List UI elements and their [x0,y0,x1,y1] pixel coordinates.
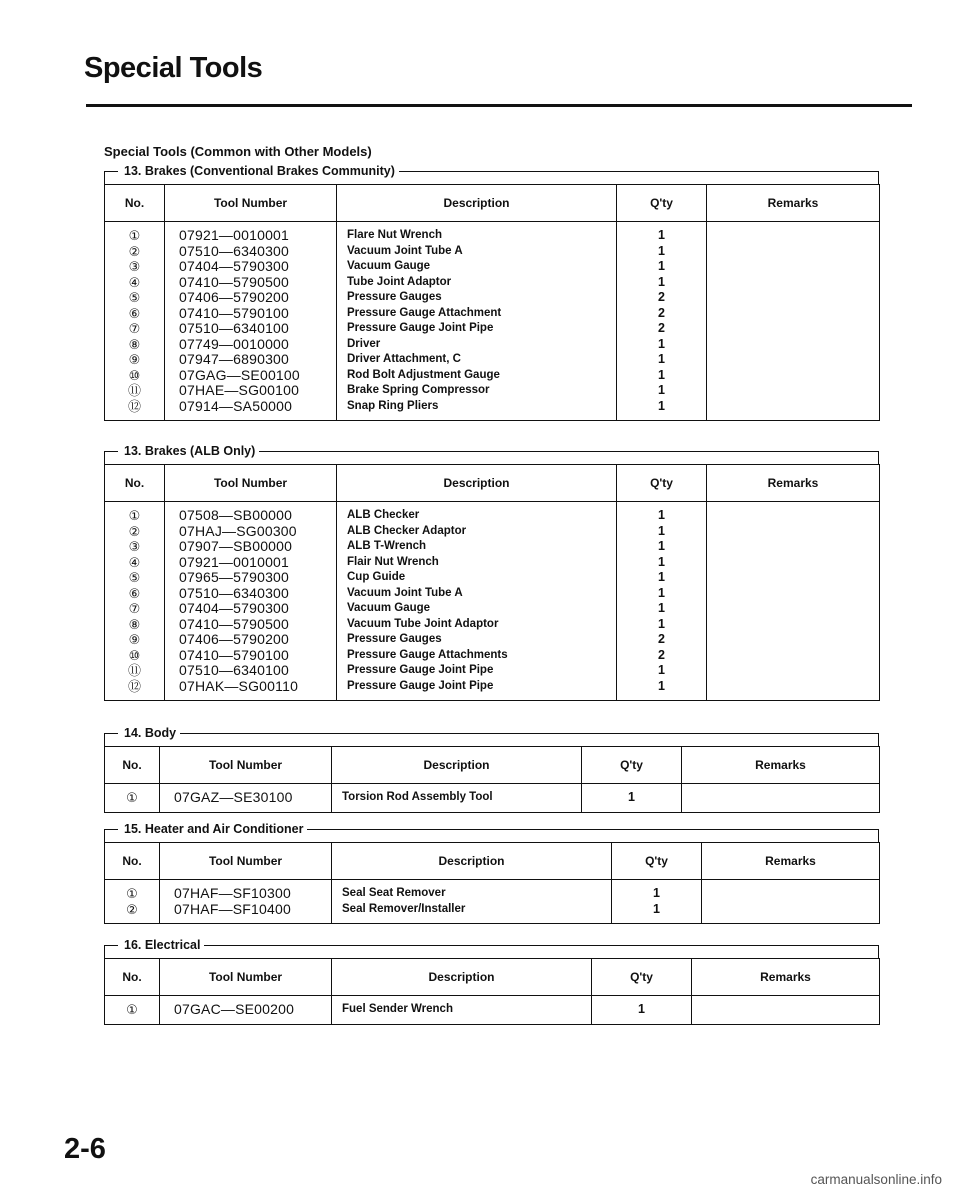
cell-item: Vacuum Joint Tube A [347,244,463,257]
tools-table [104,842,880,924]
cell-item: ② [128,243,141,259]
cell-item: 1 [658,243,665,258]
cell-item: ⑩ [128,647,141,663]
cell-item: ⑪ [127,663,141,678]
tools-table [104,746,880,813]
cell-item: Pressure Gauge Attachments [347,648,508,661]
cell-item: 07965—5790300 [179,570,290,585]
no-column [105,502,165,701]
cell-item: Fuel Sender Wrench [342,1003,453,1015]
cell-item: 07GAG—SE00100 [179,367,300,383]
cell-item: Snap Ring Pliers [347,399,439,412]
cell-item: 07510—6340300 [179,585,290,601]
col-header-no: No. [105,465,165,502]
cell-item: ④ [128,554,141,570]
col-header-no: No. [105,747,160,784]
cell-item: 07907—SB00000 [179,539,293,554]
tool-number-column [160,880,332,924]
col-header-remarks: Remarks [692,959,880,996]
col-header-remarks: Remarks [702,843,880,880]
section-title: 13. Brakes (ALB Only) [118,442,259,460]
col-header-qty: Q'ty [617,185,707,222]
page-title: Special Tools [84,52,263,84]
remarks-column [707,502,880,701]
cell-item: ⑩ [128,367,141,383]
cell-item: ③ [128,539,141,554]
cell-item: 07510—6340100 [179,663,290,678]
cell-item: 07921—0010001 [179,554,290,570]
tool-number-column [165,222,337,421]
cell-item: 1 [658,539,665,553]
cell-item: ALB T-Wrench [347,540,427,552]
cell-item: 07HAF—SF10300 [174,886,291,901]
cell-item: Rod Bolt Adjustment Gauge [347,368,500,381]
no-column [105,880,160,924]
watermark-text: carmanualsonline.info [810,1172,942,1187]
cell-item: 07406—5790200 [179,290,290,305]
cell-item: 07HAE—SG00100 [179,383,300,398]
cell-item: Brake Spring Compressor [347,384,490,396]
cell-item: Pressure Gauges [347,291,442,303]
section-label [104,162,879,180]
cell-item: 07749—0010000 [179,336,290,352]
cell-item: Torsion Rod Assembly Tool [342,791,493,803]
cell-item: 07510—6340100 [179,321,290,336]
cell-item: ② [128,523,141,539]
title-rule [86,104,912,107]
cell-item: 1 [658,259,665,273]
col-header-remarks: Remarks [682,747,880,784]
qty-column [592,996,692,1025]
tool-number-column [160,784,332,813]
cell-item: ⑥ [128,305,141,321]
col-header-description: Description [337,185,617,222]
qty-column [617,222,707,421]
section-label [104,442,879,460]
cell-item: 07508—SB00000 [179,508,293,523]
cell-item: ③ [128,259,141,274]
cell-item: 07510—6340300 [179,243,290,259]
cell-item: 07406—5790200 [179,632,290,647]
section-label [104,936,879,954]
cell-item: ① [128,508,141,523]
cell-item: 07410—5790500 [179,274,290,290]
cell-item: 1 [638,1002,645,1016]
cell-item: Vacuum Gauge [347,260,431,272]
cell-item: 07HAF—SF10400 [174,901,291,917]
cell-item: 1 [658,228,665,242]
cell-item: 1 [658,523,665,538]
cell-item: 07404—5790300 [179,601,290,616]
section-title: 13. Brakes (Conventional Brakes Community) [118,162,399,180]
cell-item: 07GAZ—SE30100 [174,790,293,805]
cell-item: Tube Joint Adaptor [347,275,452,288]
col-header-no: No. [105,185,165,222]
cell-item: 2 [658,305,665,320]
qty-column [617,502,707,701]
cell-item: Flare Nut Wrench [347,229,442,241]
cell-item: 2 [658,321,665,335]
cell-item: ⑧ [128,336,141,352]
description-column [332,784,582,813]
cell-item: ① [126,1002,138,1017]
section-title: 16. Electrical [118,936,204,954]
qty-column [582,784,682,813]
cell-item: Vacuum Gauge [347,602,431,614]
cell-item: Vacuum Joint Tube A [347,586,463,599]
col-header-no: No. [105,959,160,996]
description-column [337,502,617,701]
remarks-column [702,880,880,924]
tools-table [104,464,880,701]
qty-column [612,880,702,924]
cell-item: 1 [658,508,665,522]
col-header-remarks: Remarks [707,185,880,222]
cell-item: ⑫ [127,398,141,414]
cell-item: 07410—5790500 [179,616,290,632]
cell-item: ⑤ [128,570,141,585]
cell-item: Pressure Gauge Joint Pipe [347,322,494,334]
col-header-qty: Q'ty [582,747,682,784]
description-column [337,222,617,421]
cell-item: 1 [653,901,660,916]
col-header-description: Description [332,959,592,996]
cell-item: 1 [658,601,665,615]
cell-item: ⑨ [128,632,141,647]
cell-item: ⑧ [128,616,141,632]
cell-item: ⑤ [128,290,141,305]
col-header-tool-number: Tool Number [160,747,332,784]
cell-item: Driver [347,337,381,350]
cell-item: 07404—5790300 [179,259,290,274]
cell-item: Pressure Gauges [347,633,442,645]
no-column [105,222,165,421]
cell-item: ① [128,228,141,243]
cell-item: 1 [658,398,665,413]
cell-item: ⑦ [128,601,141,616]
cell-item: Cup Guide [347,571,406,583]
col-header-tool-number: Tool Number [165,185,337,222]
cell-item: 07HAJ—SG00300 [179,523,297,539]
col-header-tool-number: Tool Number [160,959,332,996]
subtitle: Special Tools (Common with Other Models) [104,144,372,159]
cell-item: 07410—5790100 [179,305,290,321]
cell-item: 07GAC—SE00200 [174,1002,295,1017]
col-header-description: Description [337,465,617,502]
col-header-tool-number: Tool Number [165,465,337,502]
cell-item: 07921—0010001 [179,228,290,243]
cell-item: ALB Checker [347,509,420,521]
cell-item: ⑫ [127,678,141,694]
cell-item: 1 [653,886,660,900]
col-header-tool-number: Tool Number [160,843,332,880]
remarks-column [692,996,880,1025]
cell-item: 1 [658,570,665,584]
col-header-qty: Q'ty [617,465,707,502]
description-column [332,880,612,924]
col-header-qty: Q'ty [612,843,702,880]
col-header-remarks: Remarks [707,465,880,502]
col-header-description: Description [332,843,612,880]
cell-item: 1 [658,352,665,366]
section-title: 14. Body [118,724,180,742]
cell-item: ALB Checker Adaptor [347,524,467,537]
cell-item: 07914—SA50000 [179,398,293,414]
cell-item: 1 [658,383,665,397]
col-header-qty: Q'ty [592,959,692,996]
section-label [104,724,879,742]
section-label [104,820,879,838]
description-column [332,996,592,1025]
no-column [105,784,160,813]
remarks-column [707,222,880,421]
cell-item: 1 [658,274,665,289]
cell-item: 2 [658,647,665,662]
cell-item: 1 [658,678,665,693]
tools-table [104,184,880,421]
remarks-column [682,784,880,813]
cell-item: ⑨ [128,352,141,367]
col-header-description: Description [332,747,582,784]
cell-item: 1 [658,585,665,600]
cell-item: ⑥ [128,585,141,601]
tool-number-column [160,996,332,1025]
cell-item: 1 [658,616,665,631]
col-header-no: No. [105,843,160,880]
cell-item: ① [126,790,138,805]
cell-item: 07HAK—SG00110 [179,678,299,694]
cell-item: 1 [628,790,635,804]
section-title: 15. Heater and Air Conditioner [118,820,307,838]
page-number: 2-6 [64,1133,106,1165]
cell-item: ① [126,886,138,901]
cell-item: Driver Attachment, C [347,353,461,365]
tools-table [104,958,880,1025]
cell-item: Flair Nut Wrench [347,555,439,568]
cell-item: Pressure Gauge Joint Pipe [347,679,494,692]
cell-item: 1 [658,367,665,382]
cell-item: 1 [658,336,665,351]
cell-item: 1 [658,663,665,677]
cell-item: 07410—5790100 [179,647,290,663]
cell-item: Seal Remover/Installer [342,902,466,915]
cell-item: 07947—6890300 [179,352,290,367]
no-column [105,996,160,1025]
cell-item: Seal Seat Remover [342,887,446,899]
tool-number-column [165,502,337,701]
cell-item: 1 [658,554,665,569]
cell-item: ⑪ [127,383,141,398]
cell-item: Pressure Gauge Joint Pipe [347,664,494,676]
cell-item: 2 [658,632,665,646]
cell-item: ② [126,901,138,917]
cell-item: Vacuum Tube Joint Adaptor [347,617,499,630]
cell-item: Pressure Gauge Attachment [347,306,502,319]
cell-item: ⑦ [128,321,141,336]
cell-item: ④ [128,274,141,290]
cell-item: 2 [658,290,665,304]
